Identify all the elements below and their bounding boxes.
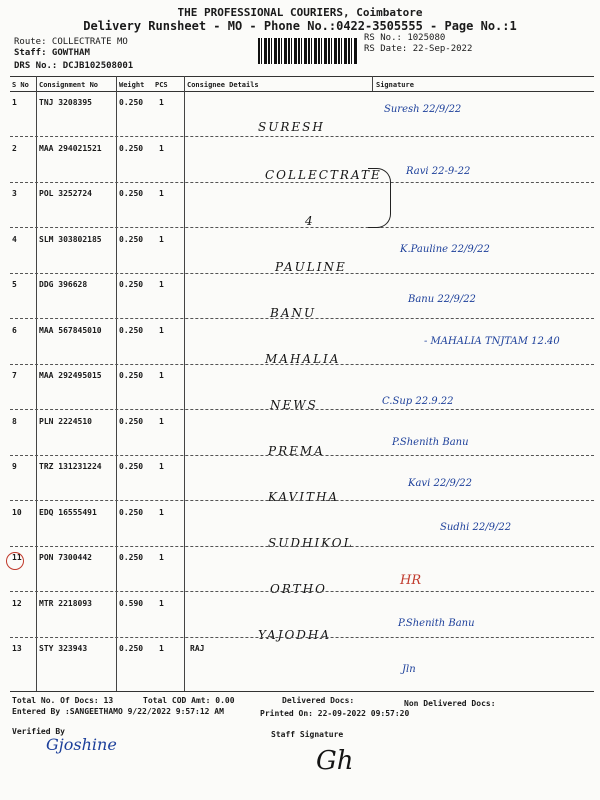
row-sno: 3 [12,189,17,198]
cod-amount: Total COD Amt: 0.00 [143,696,235,705]
row-consignment-no: MAA 292495015 [39,371,102,380]
row-sno: 8 [12,416,17,426]
handwritten-name: BANU [270,306,317,320]
row-divider [10,136,594,137]
signature: - MAHALIA TNJTAM 12.40 [424,336,560,347]
handwritten-name: SUDHIKOL [268,536,354,550]
row-sno: 12 [12,598,22,608]
table-bottom-border [10,691,594,692]
row-pcs: 1 [159,234,164,244]
row-consignment-no: STY 323943 [39,644,88,653]
row-consignment-no: SLM 303802185 [39,234,102,244]
row-divider [10,591,594,592]
handwritten-name: NEWS [270,398,318,412]
handwritten-brace [368,168,391,228]
row-pcs: 1 [159,371,164,380]
row-consignment-no: PLN 2224510 [39,416,92,426]
handwritten-name: PREMA [268,444,325,458]
col-header-pcs: PCS [155,81,168,89]
signature: Banu 22/9/22 [408,294,476,305]
handwritten-name: YAJODHA [258,628,332,642]
row-weight: 0.250 [119,644,144,653]
rs-date: RS Date: 22-Sep-2022 [364,44,473,54]
runsheet-subtitle: Delivery Runsheet - MO - Phone No.:0422-3505555 - Page No.:1 [83,19,517,33]
non-delivered-docs: Non Delivered Docs: [404,699,496,708]
handwritten-name: PAULINE [275,260,347,274]
signature: Kavi 22/9/22 [408,478,473,489]
drs-number: DRS No.: DCJB102508001 [14,61,134,71]
column-divider [184,76,185,691]
row-pcs: 1 [159,143,164,153]
row-consignment-no: EDQ 16555491 [39,507,97,517]
column-divider [36,76,37,691]
handwritten-name: KAVITHA [268,490,340,504]
handwritten-name: MAHALIA [265,352,341,366]
column-divider [372,76,373,91]
barcode [258,38,358,64]
handwritten-name: ORTHO [270,582,327,596]
col-header-consignee: Consignee Details [187,81,259,89]
row-weight: 0.250 [119,371,144,380]
signature: Suresh 22/9/22 [384,104,462,115]
row-consignment-no: MAA 567845010 [39,325,102,335]
route-label: Route: COLLECTRATE MO [14,37,128,47]
col-header-weight: Weight [119,81,145,89]
signature: HR [400,573,422,588]
row-pcs: 1 [159,644,164,653]
delivered-docs: Delivered Docs: [282,696,355,705]
signature: C.Sup 22.9.22 [382,396,454,407]
row-sno: 6 [12,325,17,335]
row-pcs: 1 [159,325,164,335]
printed-on: Printed On: 22-09-2022 09:57:20 [260,709,410,718]
table-top-border [10,76,594,77]
row-consignment-no: MTR 2218093 [39,598,92,608]
row-weight: 0.250 [119,234,144,244]
col-header-consignment: Consignment No [39,81,99,89]
row-divider [10,546,594,547]
row-divider [10,364,594,365]
verified-signature: Gjoshine [46,735,117,754]
row-sno: 13 [12,644,22,653]
row-divider [10,227,594,228]
row-divider [10,273,594,274]
row-pcs: 1 [159,553,164,562]
row-pcs: 1 [159,507,164,517]
row-divider [10,637,594,638]
signature: P.Shenith Banu [398,618,475,629]
row-sno: 11 [12,553,22,562]
signature: Ravi 22-9-22 [406,166,471,177]
col-header-signature: Signature [376,81,414,89]
col-header-sno: S No [12,81,29,89]
row-divider [10,318,594,319]
handwritten-name: SURESH [258,120,325,134]
signature: K.Pauline 22/9/22 [400,244,490,255]
row-sno: 9 [12,462,17,471]
row-weight: 0.250 [119,462,144,471]
table-header-border [10,91,594,92]
column-divider [116,76,117,691]
row-consignment-no: TNJ 3208395 [39,98,92,107]
row-weight: 0.250 [119,280,144,289]
staff-signature: Gh [316,746,354,776]
row-pcs: 1 [159,416,164,426]
row-divider [10,455,594,456]
row-consignee: RAJ [190,644,205,653]
row-divider [10,182,594,183]
row-consignment-no: PON 7300442 [39,553,92,562]
row-pcs: 1 [159,189,164,198]
staff-signature-label: Staff Signature [271,730,344,739]
row-consignment-no: DDG 396628 [39,280,88,289]
handwritten-name: 4 [305,214,315,228]
row-pcs: 1 [159,462,164,471]
company-title: THE PROFESSIONAL COURIERS, Coimbatore [177,6,423,19]
row-sno: 2 [12,143,17,153]
row-sno: 4 [12,234,17,244]
total-docs: Total No. Of Docs: 13 [12,696,114,705]
signature: Sudhi 22/9/22 [440,522,512,533]
row-pcs: 1 [159,98,164,107]
staff-label: Staff: GOWTHAM [14,48,90,58]
verified-by-label: Verified By [12,727,65,736]
circled-row-marker [6,552,24,570]
row-weight: 0.250 [119,325,144,335]
signature: P.Shenith Banu [392,437,469,448]
handwritten-name: COLLECTRATE [265,168,382,182]
row-sno: 10 [12,507,22,517]
rs-number: RS No.: 1025080 [364,33,446,43]
row-weight: 0.250 [119,553,144,562]
row-pcs: 1 [159,280,164,289]
row-divider [10,500,594,501]
row-consignment-no: TRZ 131231224 [39,462,102,471]
row-consignment-no: MAA 294021521 [39,143,102,153]
signature: Jln [402,664,416,675]
row-sno: 5 [12,280,17,289]
row-weight: 0.250 [119,507,144,517]
entered-by: Entered By :SANGEETHAMO 9/22/2022 9:57:12 AM [12,707,224,716]
row-weight: 0.250 [119,98,144,107]
row-weight: 0.250 [119,416,144,426]
row-sno: 1 [12,98,17,107]
row-weight: 0.590 [119,598,144,608]
row-weight: 0.250 [119,189,144,198]
row-divider [10,409,594,410]
row-consignment-no: POL 3252724 [39,189,92,198]
row-weight: 0.250 [119,143,144,153]
row-pcs: 1 [159,598,164,608]
row-sno: 7 [12,371,17,380]
